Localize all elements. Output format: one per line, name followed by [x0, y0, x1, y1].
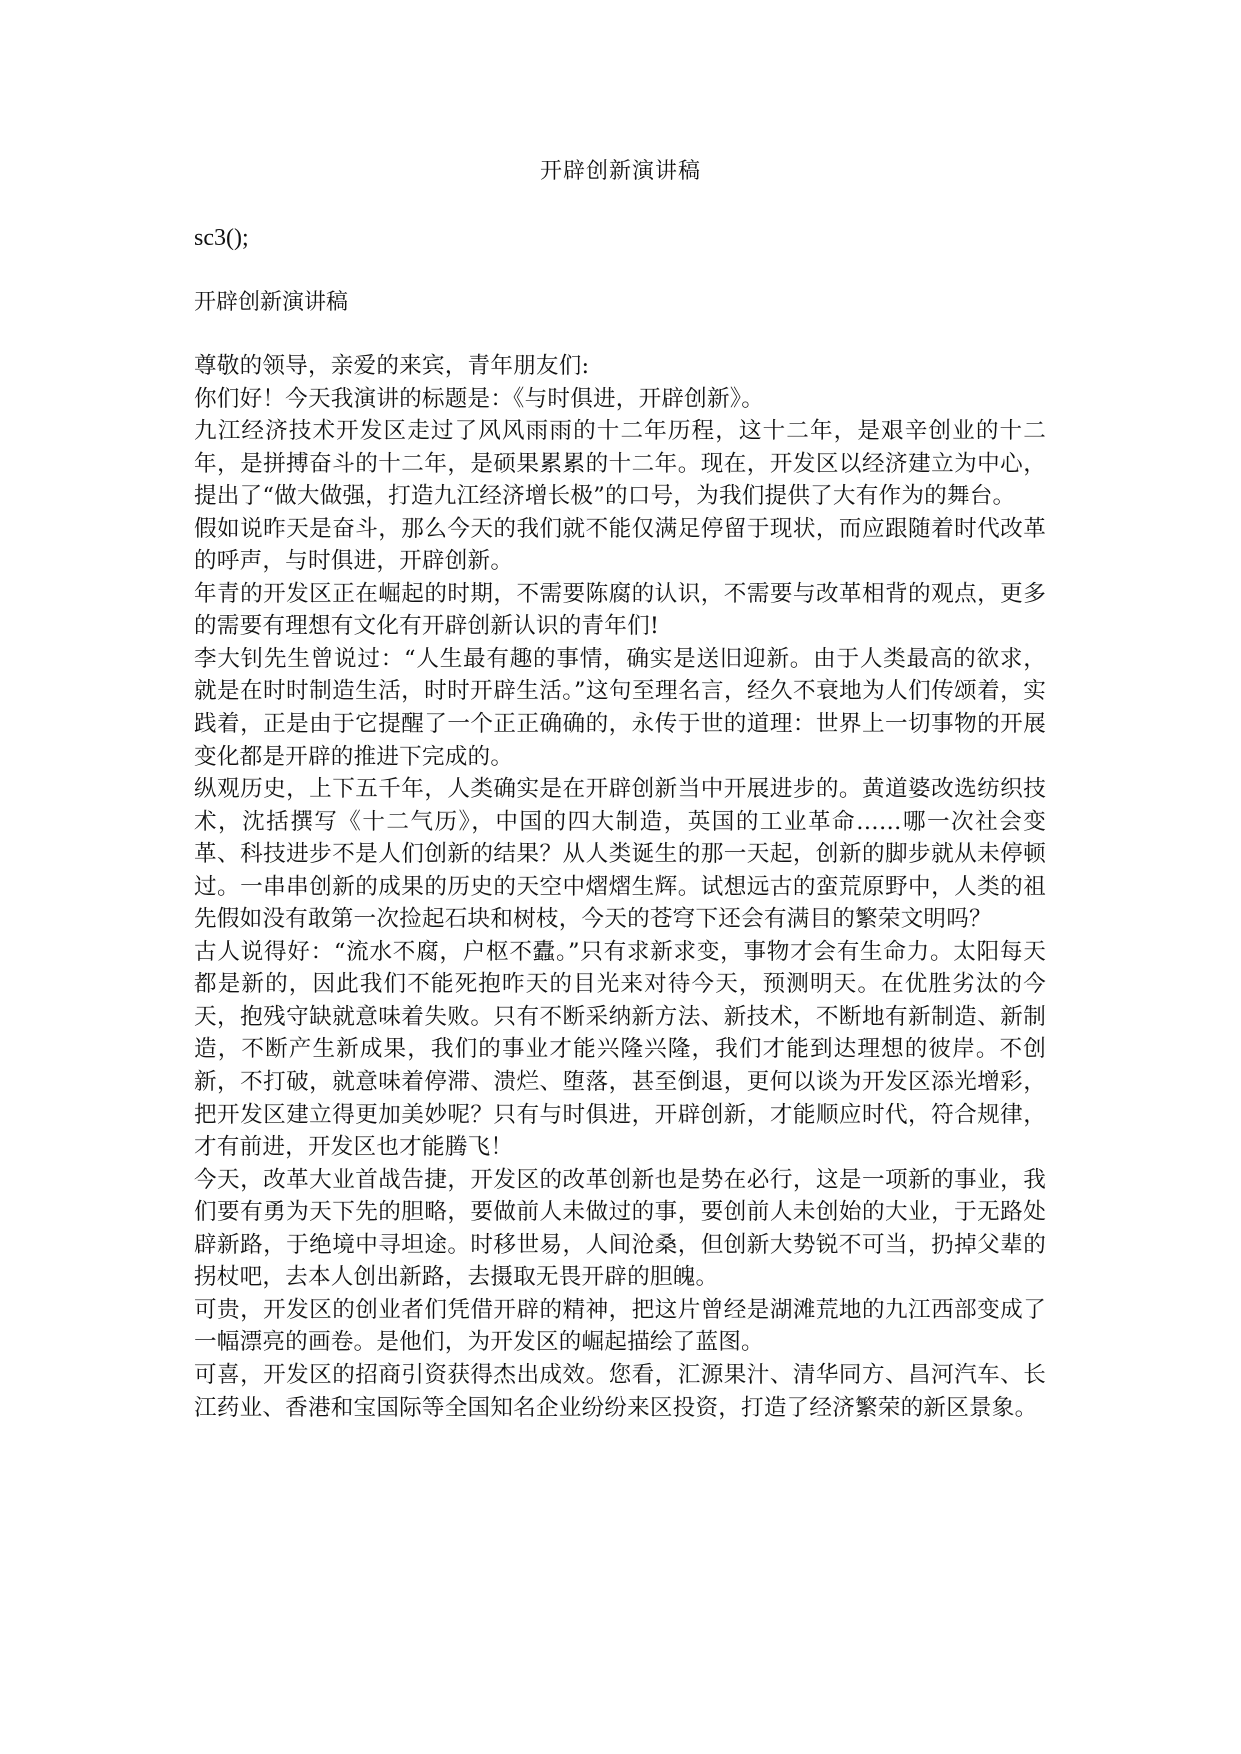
- paragraph: 年青的开发区正在崛起的时期，不需要陈腐的认识，不需要与改革相背的观点，更多的需要有理想有文化有开辟创新认识的青年们!: [194, 580, 1046, 640]
- document-subtitle: 开辟创新演讲稿: [194, 290, 349, 315]
- paragraph: 可贵，开发区的创业者们凭借开辟的精神，把这片曾经是湖滩荒地的九江西部变成了一幅漂亮的画卷。是他们，为开发区的崛起描绘了蓝图。: [194, 1296, 1046, 1356]
- code-line: sc3();: [194, 225, 249, 251]
- paragraph: 九江经济技术开发区走过了风风雨雨的十二年历程，这十二年，是艰辛创业的十二年，是拼搏奋斗的十二年，是硕果累累的十二年。现在，开发区以经济建立为中心，提出了“做大做强，打造九江经济增长极”的口号，为我们提供了大有作为的舞台。: [194, 418, 1046, 510]
- paragraph: 纵观历史，上下五千年，人类确实是在开辟创新当中开展进步的。黄道婆改选纺织技术，沈括撰写《十二气历》，中国的四大制造，英国的工业革命……哪一次社会变革、科技进步不是人们创新的结果？从人类诞生的那一天起，创新的脚步就从未停顿过。一串串创新的成果的历史的天空中熠熠生辉。试想远古的蛮荒原野中，人类的祖先假如没有敢第一次捡起石块和树枝，今天的苍穹下还会有满目的繁荣文明吗？: [194, 776, 1046, 933]
- paragraph: 你们好！今天我演讲的标题是：《与时俱进，开辟创新》。: [194, 385, 765, 412]
- paragraph: 今天，改革大业首战告捷，开发区的改革创新也是势在必行，这是一项新的事业，我们要有勇为天下先的胆略，要做前人未做过的事，要创前人未创始的大业，于无路处辟新路，于绝境中寻坦途。时移世易，人间沧桑，但创新大势锐不可当，扔掉父辈的拐杖吧，去本人创出新路，去摄取无畏开辟的胆魄。: [194, 1166, 1046, 1291]
- paragraph: 可喜，开发区的招商引资获得杰出成效。您看，汇源果汁、清华同方、昌河汽车、长江药业、香港和宝国际等全国知名企业纷纷来区投资，打造了经济繁荣的新区景象。: [194, 1361, 1046, 1421]
- document-title: 开辟创新演讲稿: [539, 159, 701, 184]
- document-body: [194, 350, 1046, 1424]
- paragraph: 李大钊先生曾说过：“人生最有趣的事情，确实是送旧迎新。由于人类最高的欲求，就是在时时制造生活，时时开辟生活。”这句至理名言，经久不衰地为人们传颂着，实践着，正是由于它提醒了一个正正确确的，永传于世的道理：世界上一切事物的开展变化都是开辟的推进下完成的。: [194, 645, 1046, 770]
- paragraph: 尊敬的领导，亲爱的来宾，青年朋友们:: [194, 353, 590, 379]
- paragraph: 假如说昨天是奋斗，那么今天的我们就不能仅满足停留于现状，而应跟随着时代改革的呼声，与时俱进，开辟创新。: [194, 515, 1046, 575]
- paragraph: 古人说得好：“流水不腐，户枢不蠹。”只有求新求变，事物才会有生命力。太阳每天都是新的，因此我们不能死抱昨天的目光来对待今天，预测明天。在优胜劣汰的今天，抱残守缺就意味着失败。只有不断采纳新方法、新技术，不断地有新制造、新制造，不断产生新成果，我们的事业才能兴隆兴隆，我们才能到达理想的彼岸。不创新，不打破，就意味着停滞、溃烂、堕落，甚至倒退，更何以谈为开发区添光增彩，把开发区建立得更加美妙呢？只有与时俱进，开辟创新，才能顺应时代，符合规律，才有前进，开发区也才能腾飞！: [194, 938, 1046, 1161]
